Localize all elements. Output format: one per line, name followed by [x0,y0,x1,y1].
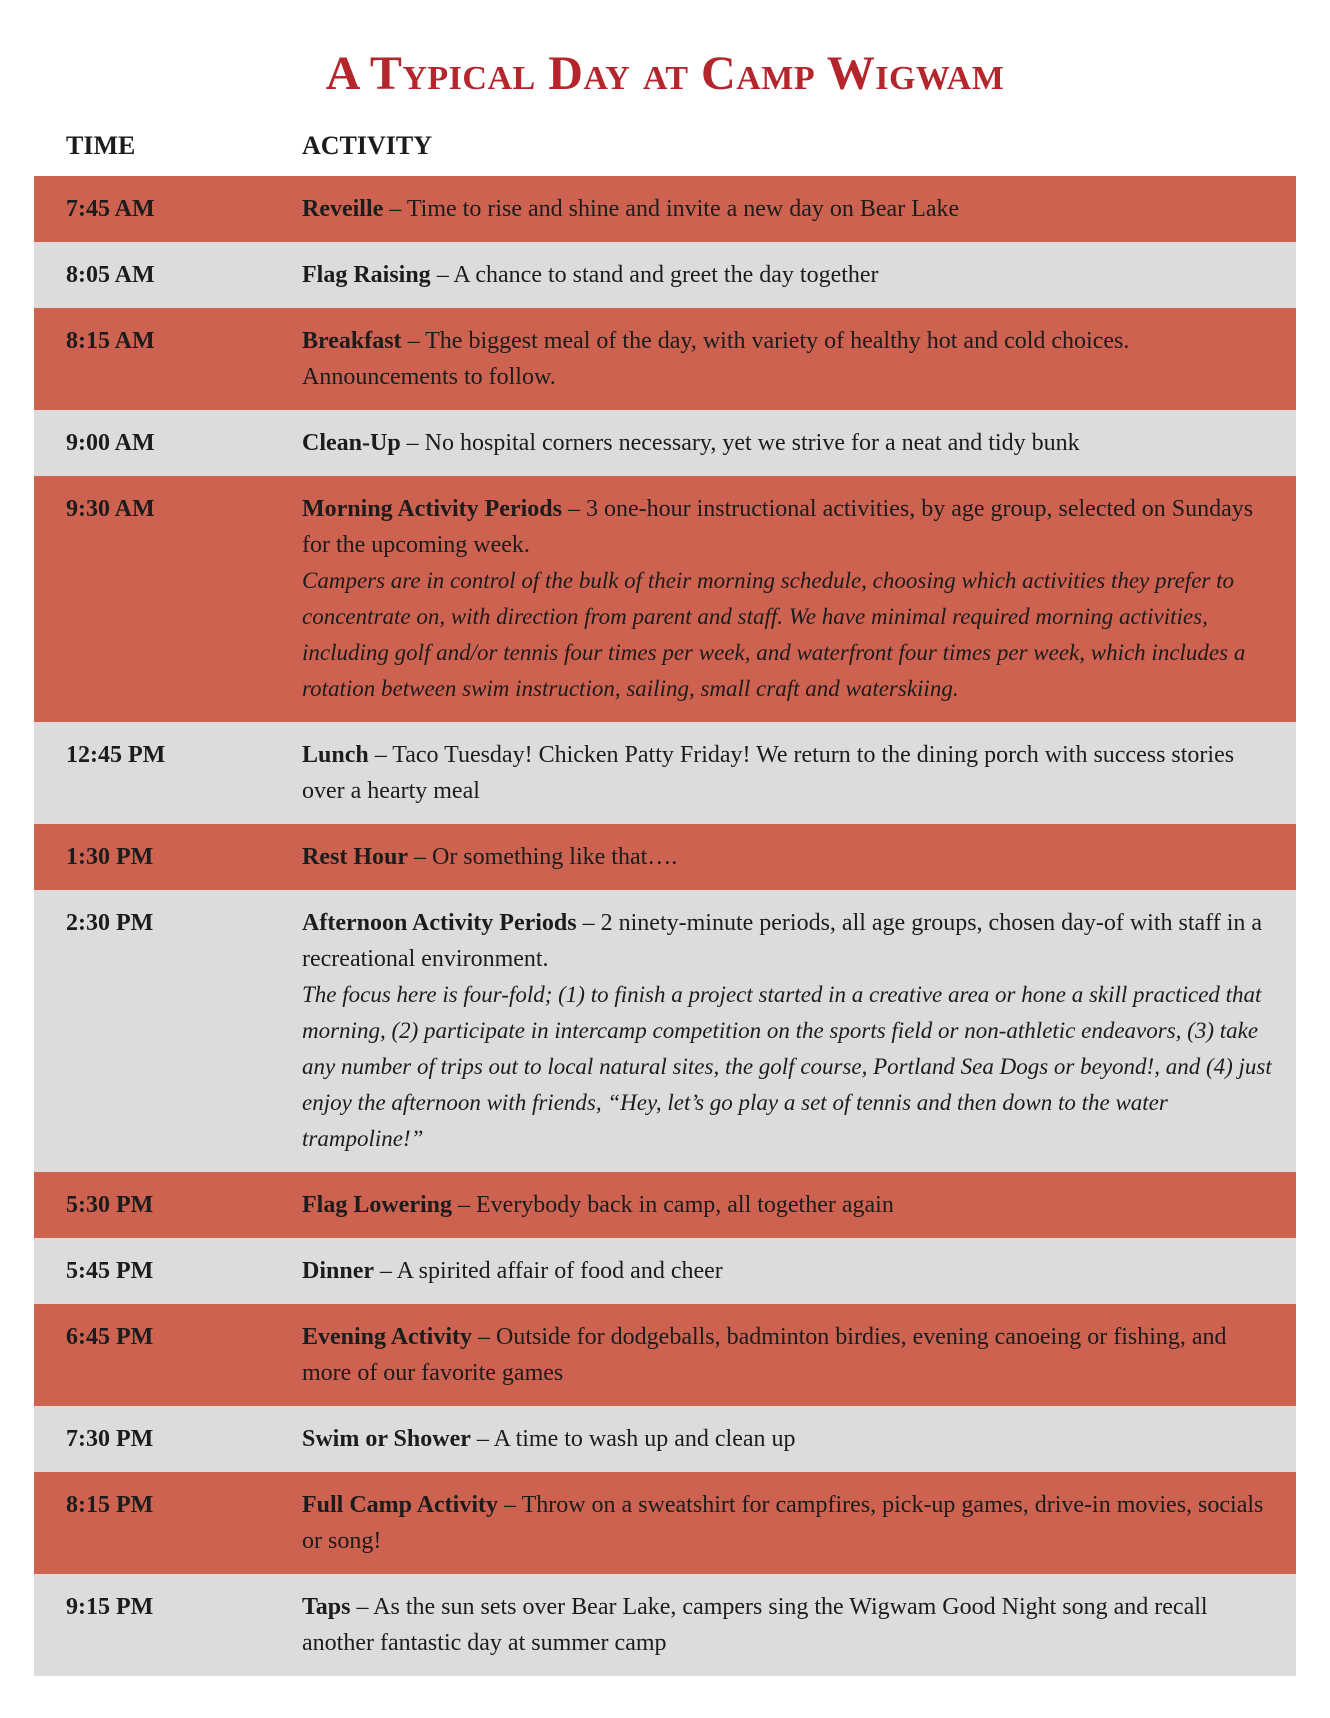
row-activity [302,1589,1272,1661]
activity-name: Taps [302,1594,351,1620]
row-time: 12:45 PM [66,742,166,768]
schedule-row-flag-raising [34,242,1296,308]
row-time: 9:30 AM [66,496,155,522]
activity-name: Evening Activity [302,1324,473,1350]
row-time: 8:05 AM [66,262,155,288]
activity-description: – A chance to stand and greet the day together [430,262,879,288]
row-activity [302,1487,1272,1559]
schedule-row-evening-activity [34,1304,1296,1406]
row-activity [302,905,1272,1157]
activity-name: Rest Hour [302,844,408,870]
activity-description: – Everybody back in camp, all together again [452,1192,894,1218]
activity-name: Dinner [302,1258,374,1284]
activity-description: – A time to wash up and clean up [470,1426,796,1452]
row-activity [302,1187,1272,1223]
activity-name: Morning Activity Periods [302,496,562,522]
activity-description: – No hospital corners necessary, yet we strive for a neat and tidy bunk [400,430,1080,456]
schedule-row-afternoon-activity [34,890,1296,1172]
activity-description: – A spirited affair of food and cheer [374,1258,723,1284]
row-activity [302,1421,1272,1457]
row-time: 1:30 PM [66,844,154,870]
activity-name: Afternoon Activity Periods [302,910,577,936]
row-time: 9:15 PM [66,1594,154,1620]
row-activity [302,491,1272,707]
row-activity [302,257,1272,293]
activity-name: Full Camp Activity [302,1492,498,1518]
row-activity [302,425,1272,461]
row-time: 5:30 PM [66,1192,154,1218]
row-time: 8:15 PM [66,1492,154,1518]
activity-name: Reveille [302,196,384,222]
row-activity [302,839,1272,875]
schedule-row-dinner [34,1238,1296,1304]
row-time: 7:30 PM [66,1426,154,1452]
row-time: 8:15 AM [66,328,155,354]
activity-description: – Taco Tuesday! Chicken Patty Friday! We return to the dining porch with success stories over a hearty meal [302,742,1235,804]
schedule-row-swim-or-shower [34,1406,1296,1472]
activity-description: – Outside for dodgeballs, badminton birdies, evening canoeing or fishing, and more of our favorite games [302,1324,1227,1386]
row-time: 2:30 PM [66,910,154,936]
schedule-row-lunch [34,722,1296,824]
activity-description: – The biggest meal of the day, with variety of healthy hot and cold choices. Announcements to follow. [302,328,1130,390]
activity-name: Flag Lowering [302,1192,452,1218]
activity-description: – As the sun sets over Bear Lake, campers sing the Wigwam Good Night song and recall another fantastic day at summer camp [302,1594,1208,1656]
activity-name: Breakfast [302,328,402,354]
row-time: 5:45 PM [66,1258,154,1284]
schedule-row-morning-activity [34,476,1296,722]
row-activity [302,1253,1272,1289]
activity-description: – Or something like that…. [407,844,678,870]
schedule-row-flag-lowering [34,1172,1296,1238]
row-time: 7:45 AM [66,196,155,222]
schedule-row-breakfast [34,308,1296,410]
row-time: 6:45 PM [66,1324,154,1350]
schedule-row-rest-hour [34,824,1296,890]
row-activity [302,191,1272,227]
activity-name: Flag Raising [302,262,431,288]
schedule-row-clean-up [34,410,1296,476]
row-activity [302,323,1272,395]
activity-description: – Time to rise and shine and invite a new day on Bear Lake [383,196,960,222]
schedule-row-full-camp-activity [34,1472,1296,1574]
activity-note: Campers are in control of the bulk of their morning schedule, choosing which activities they prefer to concentrate on, with direction from parent and staff. We have minimal required morning activities, including golf and/or tennis four times per week, and waterfront four times per week, which includes a rotation between swim instruction, sailing, small craft and waterskiing. [302,568,1246,701]
row-time: 9:00 AM [66,430,155,456]
activity-name: Clean-Up [302,430,401,456]
activity-column-header: ACTIVITY [302,131,433,160]
activity-description: – Throw on a sweatshirt for campfires, pick-up games, drive-in movies, socials or song! [302,1492,1264,1554]
row-activity [302,737,1272,809]
schedule-row-reveille [34,176,1296,242]
activity-name: Swim or Shower [302,1426,471,1452]
schedule-table [34,176,1296,1676]
activity-description: – 2 ninety-minute periods, all age groups, chosen day-of with staff in a recreational environment. [302,910,1263,972]
time-column-header: TIME [66,131,136,160]
schedule-row-taps [34,1574,1296,1676]
row-activity [302,1319,1272,1391]
activity-note: The focus here is four-fold; (1) to finish a project started in a creative area or hone a skill practiced that morning, (2) participate in intercamp competition on the sports field or non-athletic endeavors, (3) take any number of trips out to local natural sites, the golf course, Portland Sea Dogs or beyond!, and (4) just enjoy the afternoon with friends, “Hey, let’s go play a set of tennis and then down to the water trampoline!” [302,982,1272,1151]
page-title: A Typical Day at Camp Wigwam [325,47,1005,100]
activity-description: – 3 one-hour instructional activities, by age group, selected on Sundays for the upcoming week. [302,496,1254,558]
column-headers [0,131,1330,165]
activity-name: Lunch [302,742,369,768]
